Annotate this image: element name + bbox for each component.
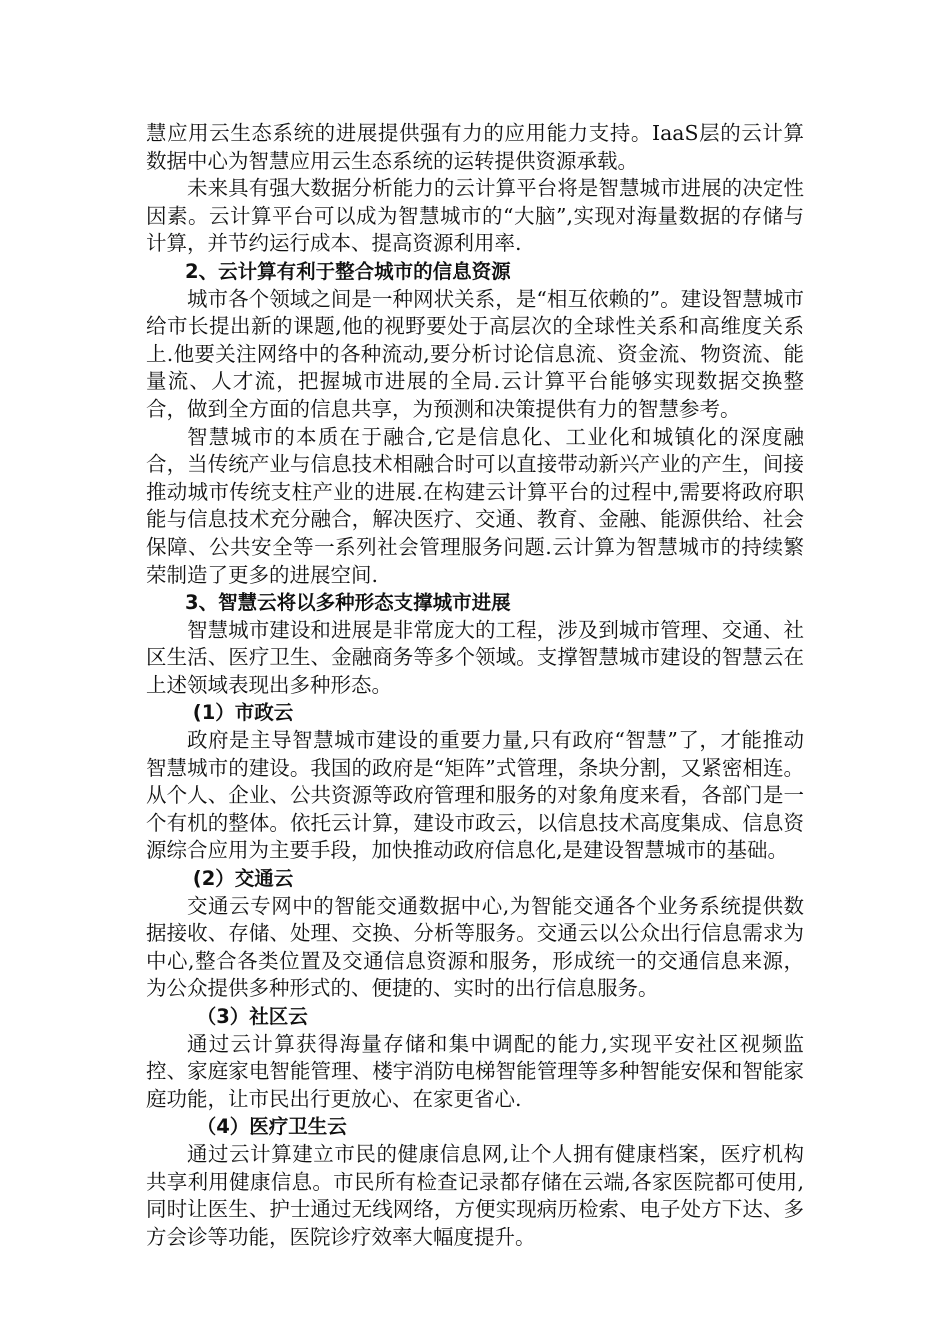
subheading-traffic-cloud: (2）交通云: [192, 867, 294, 891]
subheading-municipal-cloud: (1）市政云: [192, 701, 294, 725]
subheading-community-cloud: （3）社区云: [196, 1005, 308, 1028]
document-body: [146, 120, 804, 1251]
paragraph-iaas-intro: 慧应用云生态系统的进展提供强有力的应用能力支持。IaaS层的云计算数据中心为智慧应用云生态系统的运转提供资源承载。: [146, 121, 804, 173]
section-heading-3: 3、智慧云将以多种形态支撑城市进展: [185, 591, 511, 615]
paragraph-smart-city-domains: 智慧城市建设和进展是非常庞大的工程，涉及到城市管理、交通、社区生活、医疗卫生、金融商务等多个领域。支撑智慧城市建设的智慧云在上述领域表现出多种形态。: [146, 617, 804, 697]
paragraph-network-relations: 城市各个领域之间是一种网状关系，是“相互依赖的”。建设智慧城市给市长提出新的课题,他的视野要处于高层次的全球性关系和高维度关系上.他要关注网络中的各种流动,要分析讨论信息流、资金流、物资流、能量流、人才流，把握城市进展的全局.云计算平台能够实现数据交换整合，做到全方面的信息共享，为预测和决策提供有力的智慧参考。: [146, 286, 804, 421]
paragraph-healthcare-cloud: 通过云计算建立市民的健康信息网,让个人拥有健康档案，医疗机构共享利用健康信息。市民所有检查记录都存储在云端,各家医院都可使用,同时让医生、护士通过无线网络，方便实现病历检索、电子处方下达、多方会诊等功能，医院诊疗效率大幅度提升。: [146, 1141, 804, 1249]
paragraph-fusion: 智慧城市的本质在于融合,它是信息化、工业化和城镇化的深度融合，当传统产业与信息技术相融合时可以直接带动新兴产业的产生，间接推动城市传统支柱产业的进展.在构建云计算平台的过程中,需要将政府职能与信息技术充分融合，解决医疗、交通、教育、金融、能源供给、社会保障、公共安全等一系列社会管理服务问题.云计算为智慧城市的持续繁荣制造了更多的进展空间.: [146, 424, 804, 587]
section-heading-2: 2、云计算有利于整合城市的信息资源: [185, 259, 511, 283]
paragraph-traffic-cloud: 交通云专网中的智能交通数据中心,为智能交通各个业务系统提供数据接收、存储、处理、交换、分析等服务。交通云以公众出行信息需求为中心,整合各类位置及交通信息资源和服务，形成统一的交通信息来源，为公众提供多种形式的、便捷的、实时的出行信息服务。: [146, 893, 804, 1001]
subheading-healthcare-cloud: （4）医疗卫生云: [196, 1115, 347, 1139]
paragraph-cloud-brain: 未来具有强大数据分析能力的云计算平台将是智慧城市进展的决定性因素。云计算平台可以成为智慧城市的“大脑”,实现对海量数据的存储与计算，并节约运行成本、提高资源利用率.: [146, 176, 804, 256]
paragraph-municipal-cloud: 政府是主导智慧城市建设的重要力量,只有政府“智慧”了，才能推动智慧城市的建设。我国的政府是“矩阵”式管理，条块分割，又紧密相连。从个人、企业、公共资源等政府管理和服务的对象角度来看，各部门是一个有机的整体。依托云计算，建设市政云，以信息技术高度集成、信息资源综合应用为主要手段，加快推动政府信息化,是建设智慧城市的基础。: [146, 728, 804, 863]
paragraph-community-cloud: 通过云计算获得海量存储和集中调配的能力,实现平安社区视频监控、家庭家电智能管理、楼宇消防电梯智能管理等多种智能安保和智能家庭功能，让市民出行更放心、在家更省心.: [146, 1031, 804, 1111]
